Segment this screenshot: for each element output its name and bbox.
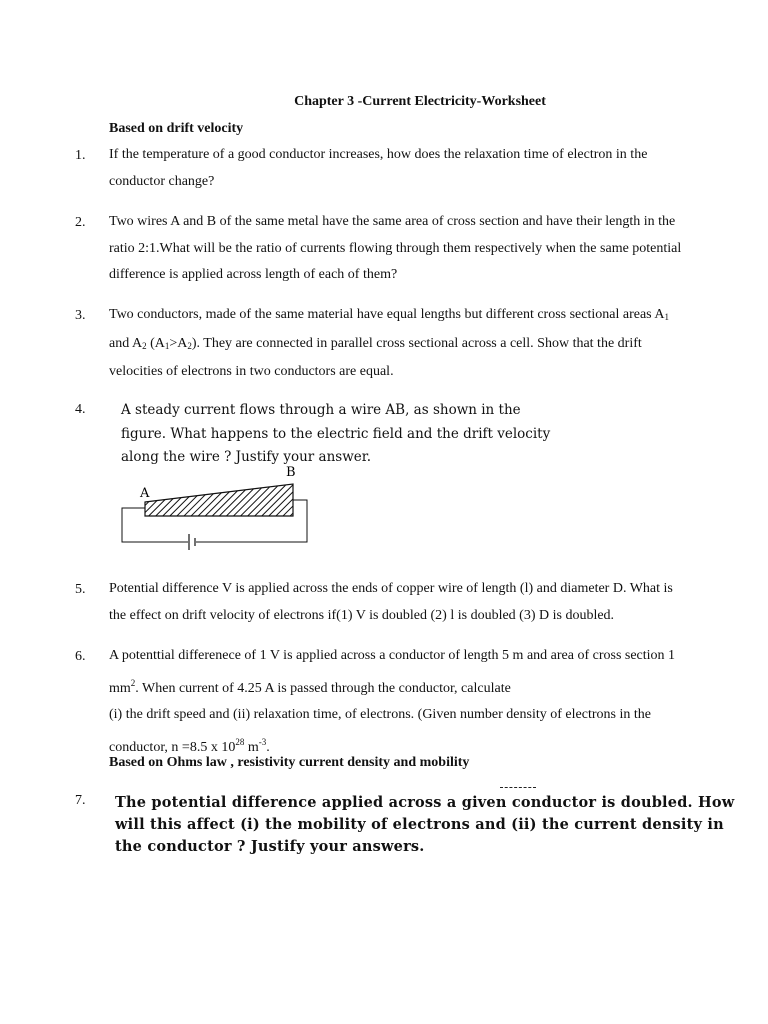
question-3-line-2-part-b: (A (146, 335, 165, 351)
page-title: Chapter 3 -Current Electricity-Worksheet (294, 94, 546, 109)
label-b: B (286, 465, 296, 480)
superscript: 2 (130, 677, 136, 688)
question-6-number: 6. (75, 649, 86, 664)
question-1-number: 1. (75, 148, 86, 163)
subscript: 2 (187, 340, 192, 351)
question-4-number: 4. (75, 402, 86, 417)
question-3-text (109, 302, 669, 386)
question-7-line-3: the conductor ? Justify your answers. (115, 838, 425, 855)
wire-circuit-diagram (110, 462, 320, 552)
question-6-line-4-part-c: . (266, 739, 270, 755)
question-7-text (115, 792, 734, 858)
question-3-line-2 (109, 331, 669, 360)
subscript: 2 (142, 340, 147, 351)
question-3-line-1-text: Two conductors, made of the same material have equal lengths but different cross sectional areas A (109, 307, 665, 322)
question-6-line-4-part-b: m (244, 739, 259, 755)
superscript: -3 (258, 736, 267, 747)
question-5-line-2: the effect on drift velocity of electrons if(1) V is doubled (2) l is doubled (3) D is doubled. (109, 607, 615, 623)
question-6-line-2-part-a: mm (109, 680, 131, 696)
tapered-wire-ab (145, 484, 293, 516)
question-7-number: 7. (75, 793, 86, 808)
question-3-line-2-part-d: ). They are connected in parallel cross sectional across a cell. Show that the drift (191, 335, 642, 351)
question-2-number: 2. (75, 215, 86, 230)
subscript: 1 (664, 312, 669, 322)
question-3-number: 3. (75, 308, 86, 323)
question-1-line-1: If the temperature of a good conductor increases, how does the relaxation time of electron in the (109, 147, 648, 162)
question-6-line-1: A potenttial differenece of 1 V is applied across a conductor of length 5 m and area of cross section 1 (109, 648, 676, 663)
question-7-line-1: The potential difference applied across a given conductor is doubled. How (115, 794, 735, 811)
question-2-text (109, 209, 681, 289)
subscript: 1 (164, 340, 170, 351)
question-4-line-1: A steady current flows through a wire AB, as shown in the (121, 402, 521, 418)
question-3-line-2-part-a: and A (109, 335, 143, 351)
question-6-line-2 (109, 670, 675, 703)
question-2-line-1: Two wires A and B of the same metal have the same area of cross section and have their length in the (109, 214, 676, 229)
question-2-line-2: ratio 2:1.What will be the ratio of currents flowing through them respectively when the same potential (109, 240, 682, 256)
section-heading-drift-velocity: Based on drift velocity (109, 121, 244, 136)
question-4-text (121, 399, 550, 470)
question-5-line-1: Potential difference V is applied across the ends of copper wire of length (l) and diameter D. What is (109, 581, 673, 596)
label-a: A (140, 486, 150, 501)
question-1-text (109, 142, 647, 195)
question-4-line-2: figure. What happens to the electric field and the drift velocity (121, 425, 551, 442)
question-2-line-3: difference is applied across length of each of them? (109, 267, 398, 282)
scan-artifact-divider (500, 787, 536, 788)
section-heading-ohms-law: Based on Ohms law , resistivity current density and mobility (109, 755, 470, 770)
question-6-line-4-part-a: conductor, n =8.5 x 10 (109, 739, 236, 755)
question-3-line-3: velocities of electrons in two conductors are equal. (109, 364, 394, 379)
question-6-line-2-part-b: . When current of 4.25 A is passed through the conductor, calculate (135, 680, 511, 696)
question-6-line-3: (i) the drift speed and (ii) relaxation time, of electrons. (Given number density of electrons in the (109, 707, 651, 722)
superscript: 28 (235, 736, 245, 747)
question-5-text (109, 576, 673, 629)
question-4-line-3: along the wire ? Justify your answer. (121, 449, 372, 465)
question-6-text (109, 643, 675, 761)
question-3-line-2-part-c: >A (169, 335, 188, 351)
question-7-line-2: will this affect (i) the mobility of electrons and (ii) the current density in (115, 816, 724, 833)
question-5-number: 5. (75, 582, 86, 597)
question-3-line-1 (109, 302, 669, 331)
question-1-line-2: conductor change? (109, 173, 215, 189)
